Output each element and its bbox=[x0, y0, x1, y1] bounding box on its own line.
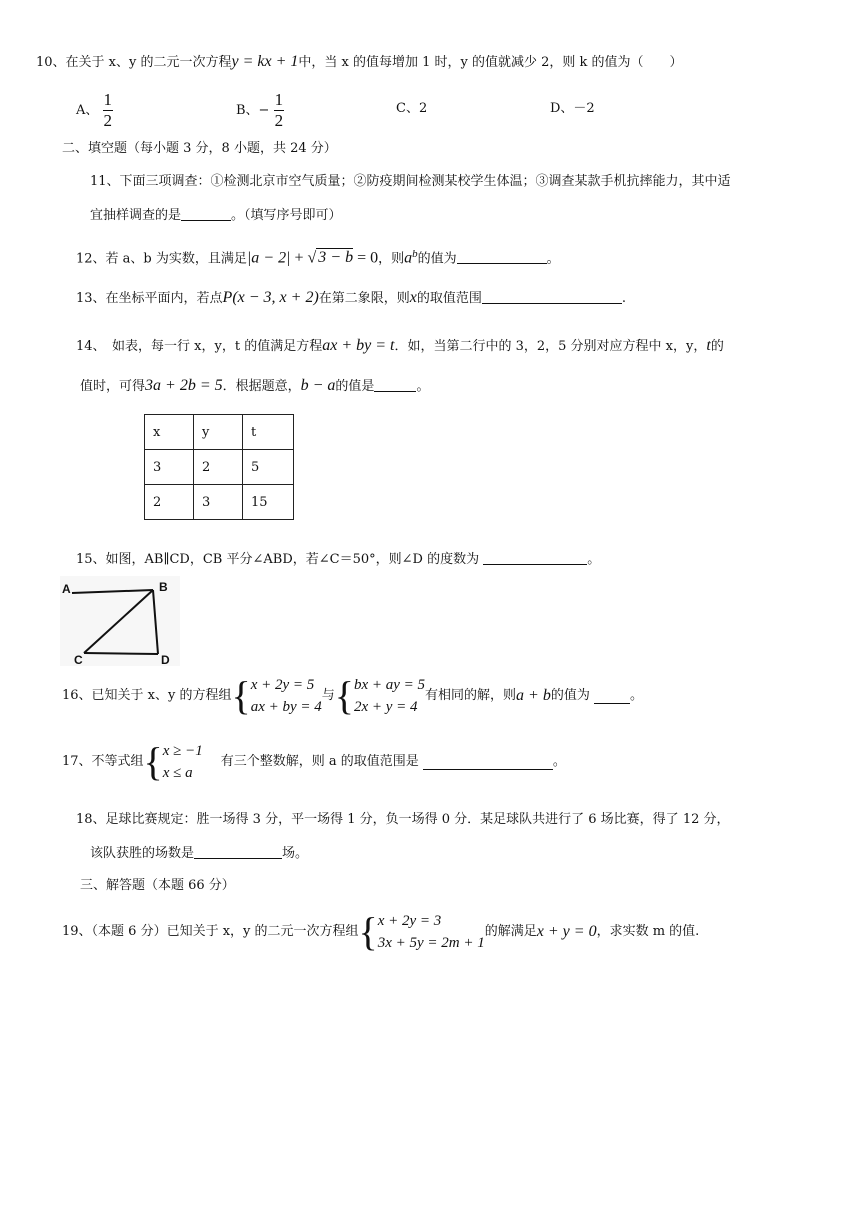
q14-text-b: ．如，当第二行中的 3，2，5 分别对应方程中 x，y， bbox=[394, 339, 707, 354]
q14-text-a: 14、 如表，每一行 x，y，t 的值满足方程 bbox=[76, 339, 323, 354]
q16-answer-blank bbox=[594, 689, 630, 704]
left-brace: { bbox=[334, 673, 354, 718]
system-row: 3x + 5y = 2m + 1 bbox=[377, 935, 485, 951]
q14-equation: ax + by = t bbox=[322, 337, 395, 354]
table-cell: 2 bbox=[194, 450, 243, 485]
q14-line-1 bbox=[76, 336, 724, 357]
q16-text-d: 。 bbox=[630, 688, 644, 703]
system-row: 2x + y = 4 bbox=[353, 699, 418, 715]
q19-text-a: 19、（本题 6 分）已知关于 x，y 的二元一次方程组 bbox=[62, 924, 359, 939]
table-cell: 15 bbox=[243, 485, 294, 520]
q13-answer-blank bbox=[482, 289, 622, 304]
q13-point: P(x − 3, x + 2) bbox=[222, 289, 319, 306]
q19-text-c: ，求实数 m 的值. bbox=[596, 924, 700, 939]
label-d: D bbox=[161, 653, 170, 666]
q15-answer-blank bbox=[483, 550, 587, 565]
q13-text-c: 的取值范围 bbox=[416, 291, 482, 306]
q13-text-b: 在第二象限，则 bbox=[318, 291, 410, 306]
label-b: B bbox=[159, 580, 168, 594]
q14-variable-t: t bbox=[706, 337, 711, 354]
q14-line2-text-a: 值时，可得 bbox=[80, 379, 146, 394]
option-a-fraction bbox=[103, 90, 114, 131]
q11-answer-blank bbox=[181, 206, 231, 221]
q14-text-c: 的 bbox=[710, 339, 724, 354]
q12-text-c: 的值为 bbox=[417, 251, 457, 267]
q11-line-1: 11、下面三项调查：①检测北京市空气质量；②防疫期间检测某校学生体温；③调查某款手机抗摔能力，其中适 bbox=[90, 174, 731, 189]
q14-line2-text-d: 。 bbox=[416, 379, 430, 394]
question-16 bbox=[62, 674, 643, 718]
q10-option-c: C、2 bbox=[396, 101, 428, 116]
q14-line2-text-b: ．根据题意， bbox=[222, 379, 301, 394]
q18-text-a: 该队获胜的场数是 bbox=[90, 846, 195, 861]
section-3-title: 三、解答题（本题 66 分） bbox=[80, 878, 235, 893]
q16-system-1 bbox=[231, 674, 321, 718]
q17-answer-blank bbox=[423, 755, 553, 770]
q13-variable: x bbox=[409, 289, 417, 306]
q15-geometry-figure bbox=[60, 576, 180, 666]
q15-text-a: 15、如图，AB∥CD，CB 平分∠ABD，若∠C＝50°，则∠D 的度数为 bbox=[76, 552, 480, 567]
q16-expression: a + b bbox=[516, 687, 551, 704]
left-brace: { bbox=[143, 739, 163, 784]
q16-text-b: 有相同的解，则 bbox=[425, 688, 517, 703]
system-row: bx + ay = 5 bbox=[353, 677, 426, 693]
q11-line-2 bbox=[90, 206, 342, 226]
label-c: C bbox=[74, 653, 83, 666]
q14-answer-blank bbox=[374, 377, 416, 392]
table-cell: 3 bbox=[145, 450, 194, 485]
q19-text-b: 的解满足 bbox=[484, 924, 537, 939]
q17-text-c: 。 bbox=[552, 754, 566, 769]
section-2-title: 二、填空题（每小题 3 分，8 小题，共 24 分） bbox=[62, 141, 337, 156]
table-cell: 3 bbox=[194, 485, 243, 520]
left-brace: { bbox=[358, 909, 378, 954]
q10-option-b bbox=[236, 90, 284, 131]
question-19 bbox=[62, 910, 699, 954]
q10-option-d: D、－2 bbox=[550, 101, 595, 116]
fraction-numerator: 1 bbox=[274, 90, 284, 109]
option-b-label: B、− bbox=[236, 103, 270, 118]
table-cell: 5 bbox=[243, 450, 294, 485]
table-row bbox=[145, 450, 294, 485]
system-row: x ≥ −1 bbox=[162, 743, 203, 759]
q10-equation: y = kx + 1 bbox=[231, 53, 299, 70]
fraction-numerator: 1 bbox=[103, 90, 113, 109]
system-row: x + 2y = 3 bbox=[377, 913, 442, 929]
q12-sqrt-radicand: 3 − b bbox=[318, 249, 354, 267]
q16-text-a: 16、已知关于 x、y 的方程组 bbox=[62, 688, 232, 703]
q12-power-exponent: b bbox=[412, 248, 418, 260]
q12-power-base: a bbox=[404, 249, 413, 267]
question-12 bbox=[76, 244, 560, 269]
segment-cd bbox=[84, 653, 158, 654]
q12-text-b: ，则 bbox=[378, 251, 405, 267]
q14-line2-text-c: 的值是 bbox=[335, 379, 375, 394]
q16-and: 与 bbox=[321, 688, 335, 703]
q17-text-a: 17、不等式组 bbox=[62, 754, 144, 769]
q13-text-d: . bbox=[621, 291, 627, 306]
label-a: A bbox=[62, 582, 71, 596]
q14-expression: b − a bbox=[300, 377, 336, 394]
question-17 bbox=[62, 740, 566, 784]
q17-text-b: 有三个整数解，则 a 的取值范围是 bbox=[220, 754, 419, 769]
table-cell: t bbox=[243, 415, 294, 450]
q14-equation-2: 3a + 2b = 5 bbox=[145, 377, 223, 394]
system-row: ax + by = 4 bbox=[250, 699, 322, 715]
fraction-denominator: 2 bbox=[274, 111, 284, 130]
q16-system-2 bbox=[335, 674, 425, 718]
q12-answer-blank bbox=[457, 249, 547, 264]
q12-plus: + bbox=[290, 249, 308, 267]
q18-line-1: 18、足球比赛规定：胜一场得 3 分，平一场得 1 分，负一场得 0 分．某足球队共进行了 6 场比赛，得了 12 分， bbox=[76, 812, 730, 827]
q15-text-b: 。 bbox=[587, 552, 601, 567]
q12-equals-zero: = 0 bbox=[353, 249, 379, 267]
table-row bbox=[145, 415, 294, 450]
q18-text-b: 场。 bbox=[282, 846, 309, 861]
q10-text-a: 10、在关于 x、y 的二元一次方程 bbox=[36, 55, 232, 70]
q11-text-b: 。（填写序号即可） bbox=[231, 208, 342, 223]
q12-text-d: 。 bbox=[546, 251, 560, 267]
table-cell: 2 bbox=[145, 485, 194, 520]
q18-line-2 bbox=[90, 844, 308, 864]
fraction-denominator: 2 bbox=[103, 111, 113, 130]
system-row: x ≤ a bbox=[162, 765, 193, 781]
q14-table bbox=[144, 414, 294, 520]
q10-text-b: 中，当 x 的值每增加 1 时，y 的值就减少 2，则 k 的值为（ ） bbox=[298, 55, 683, 70]
system-row: x + 2y = 5 bbox=[250, 677, 315, 693]
q18-answer-blank bbox=[194, 844, 282, 859]
question-13 bbox=[76, 288, 626, 309]
q10-option-a bbox=[76, 90, 113, 131]
q12-absolute-value: |a − 2| bbox=[246, 249, 291, 267]
table-cell: x bbox=[145, 415, 194, 450]
q13-text-a: 13、在坐标平面内，若点 bbox=[76, 291, 223, 306]
q17-inequality-system bbox=[144, 740, 221, 784]
left-brace: { bbox=[231, 673, 251, 718]
q19-system bbox=[359, 910, 485, 954]
option-b-fraction bbox=[274, 90, 285, 131]
question-10 bbox=[36, 52, 683, 73]
q12-sqrt-sign: √ bbox=[307, 249, 317, 267]
q14-line-2 bbox=[80, 376, 429, 397]
table-row bbox=[145, 485, 294, 520]
table-cell: y bbox=[194, 415, 243, 450]
option-a-label: A、 bbox=[76, 103, 99, 118]
question-15 bbox=[76, 550, 600, 570]
q16-text-c: 的值为 bbox=[550, 688, 590, 703]
q19-condition: x + y = 0 bbox=[536, 923, 597, 940]
q11-text-a: 宜抽样调查的是 bbox=[90, 208, 182, 223]
q12-text-a: 12、若 a、b 为实数，且满足 bbox=[76, 251, 247, 267]
